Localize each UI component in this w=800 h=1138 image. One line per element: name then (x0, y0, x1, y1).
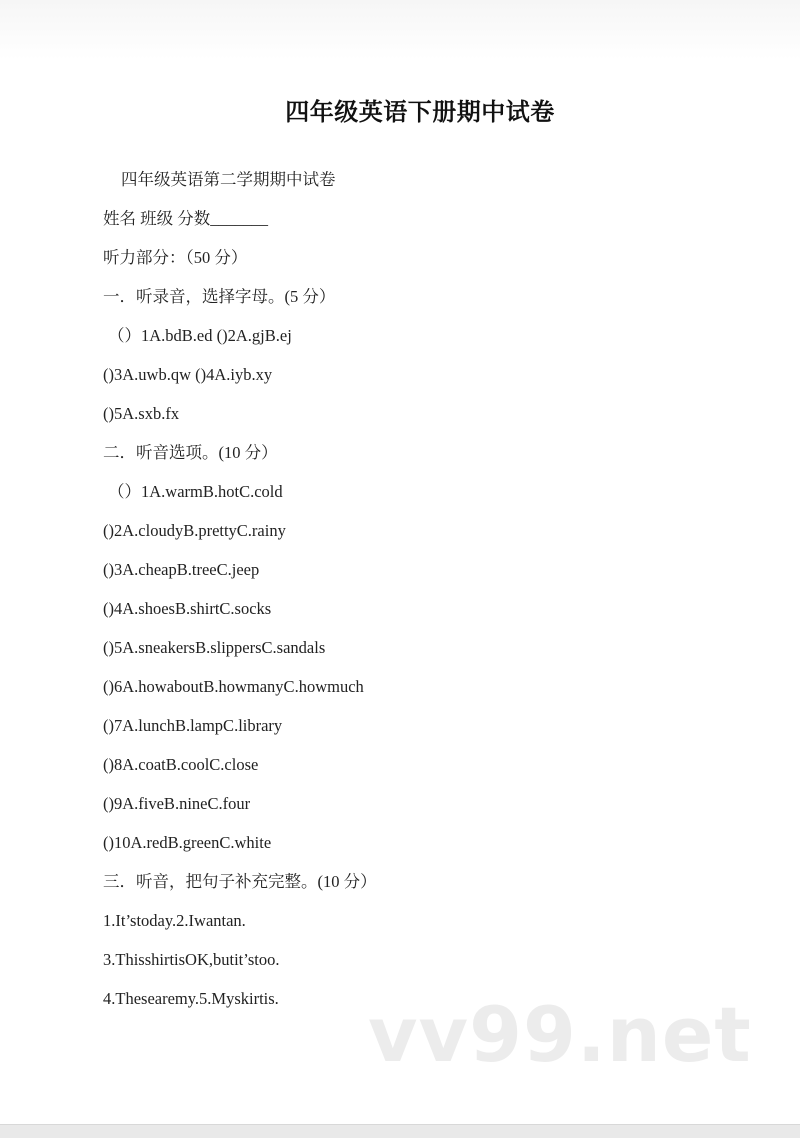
exam-subtitle: 四年级英语第二学期期中试卷 (121, 170, 336, 189)
question-line: 1.It’stoday.2.Iwantan. (103, 911, 246, 930)
question-line: ()6A.howaboutB.howmanyC.howmuch (103, 677, 364, 696)
section-1-heading: 一．听录音，选择字母。(5 分） (103, 287, 336, 306)
page-bottom-edge (0, 1124, 800, 1138)
question-line: ()5A.sneakersB.slippersC.sandals (103, 638, 326, 657)
site-watermark: vv99.net (368, 990, 752, 1079)
document-title: 四年级英语下册期中试卷 (285, 98, 555, 126)
listening-part-header: 听力部分：（50 分） (103, 248, 248, 267)
section-2-heading: 二．听音选项。(10 分） (103, 443, 278, 462)
question-line: ()9A.fiveB.nineC.four (103, 794, 251, 813)
question-line: （）1A.warmB.hotC.cold (108, 482, 283, 501)
question-line: 4.Thesearemy.5.Myskirtis. (103, 989, 279, 1008)
question-line: ()3A.cheapB.treeC.jeep (103, 560, 260, 579)
question-line: ()4A.shoesB.shirtC.socks (103, 599, 272, 618)
section-3-heading: 三．听音，把句子补充完整。(10 分） (103, 872, 377, 891)
question-line: ()7A.lunchB.lampC.library (103, 716, 283, 735)
question-line: ()2A.cloudyB.prettyC.rainy (103, 521, 286, 540)
question-line: ()5A.sxb.fx (103, 404, 180, 423)
page-top-shade (0, 0, 800, 60)
question-line: 3.ThisshirtisOK,butit’stoo. (103, 950, 280, 969)
question-line: ()10A.redB.greenC.white (103, 833, 272, 852)
student-info-line: 姓名 班级 分数_______ (103, 209, 268, 228)
question-line: ()8A.coatB.coolC.close (103, 755, 259, 774)
question-line: （）1A.bdB.ed ()2A.gjB.ej (108, 326, 292, 345)
question-line: ()3A.uwb.qw ()4A.iyb.xy (103, 365, 273, 384)
